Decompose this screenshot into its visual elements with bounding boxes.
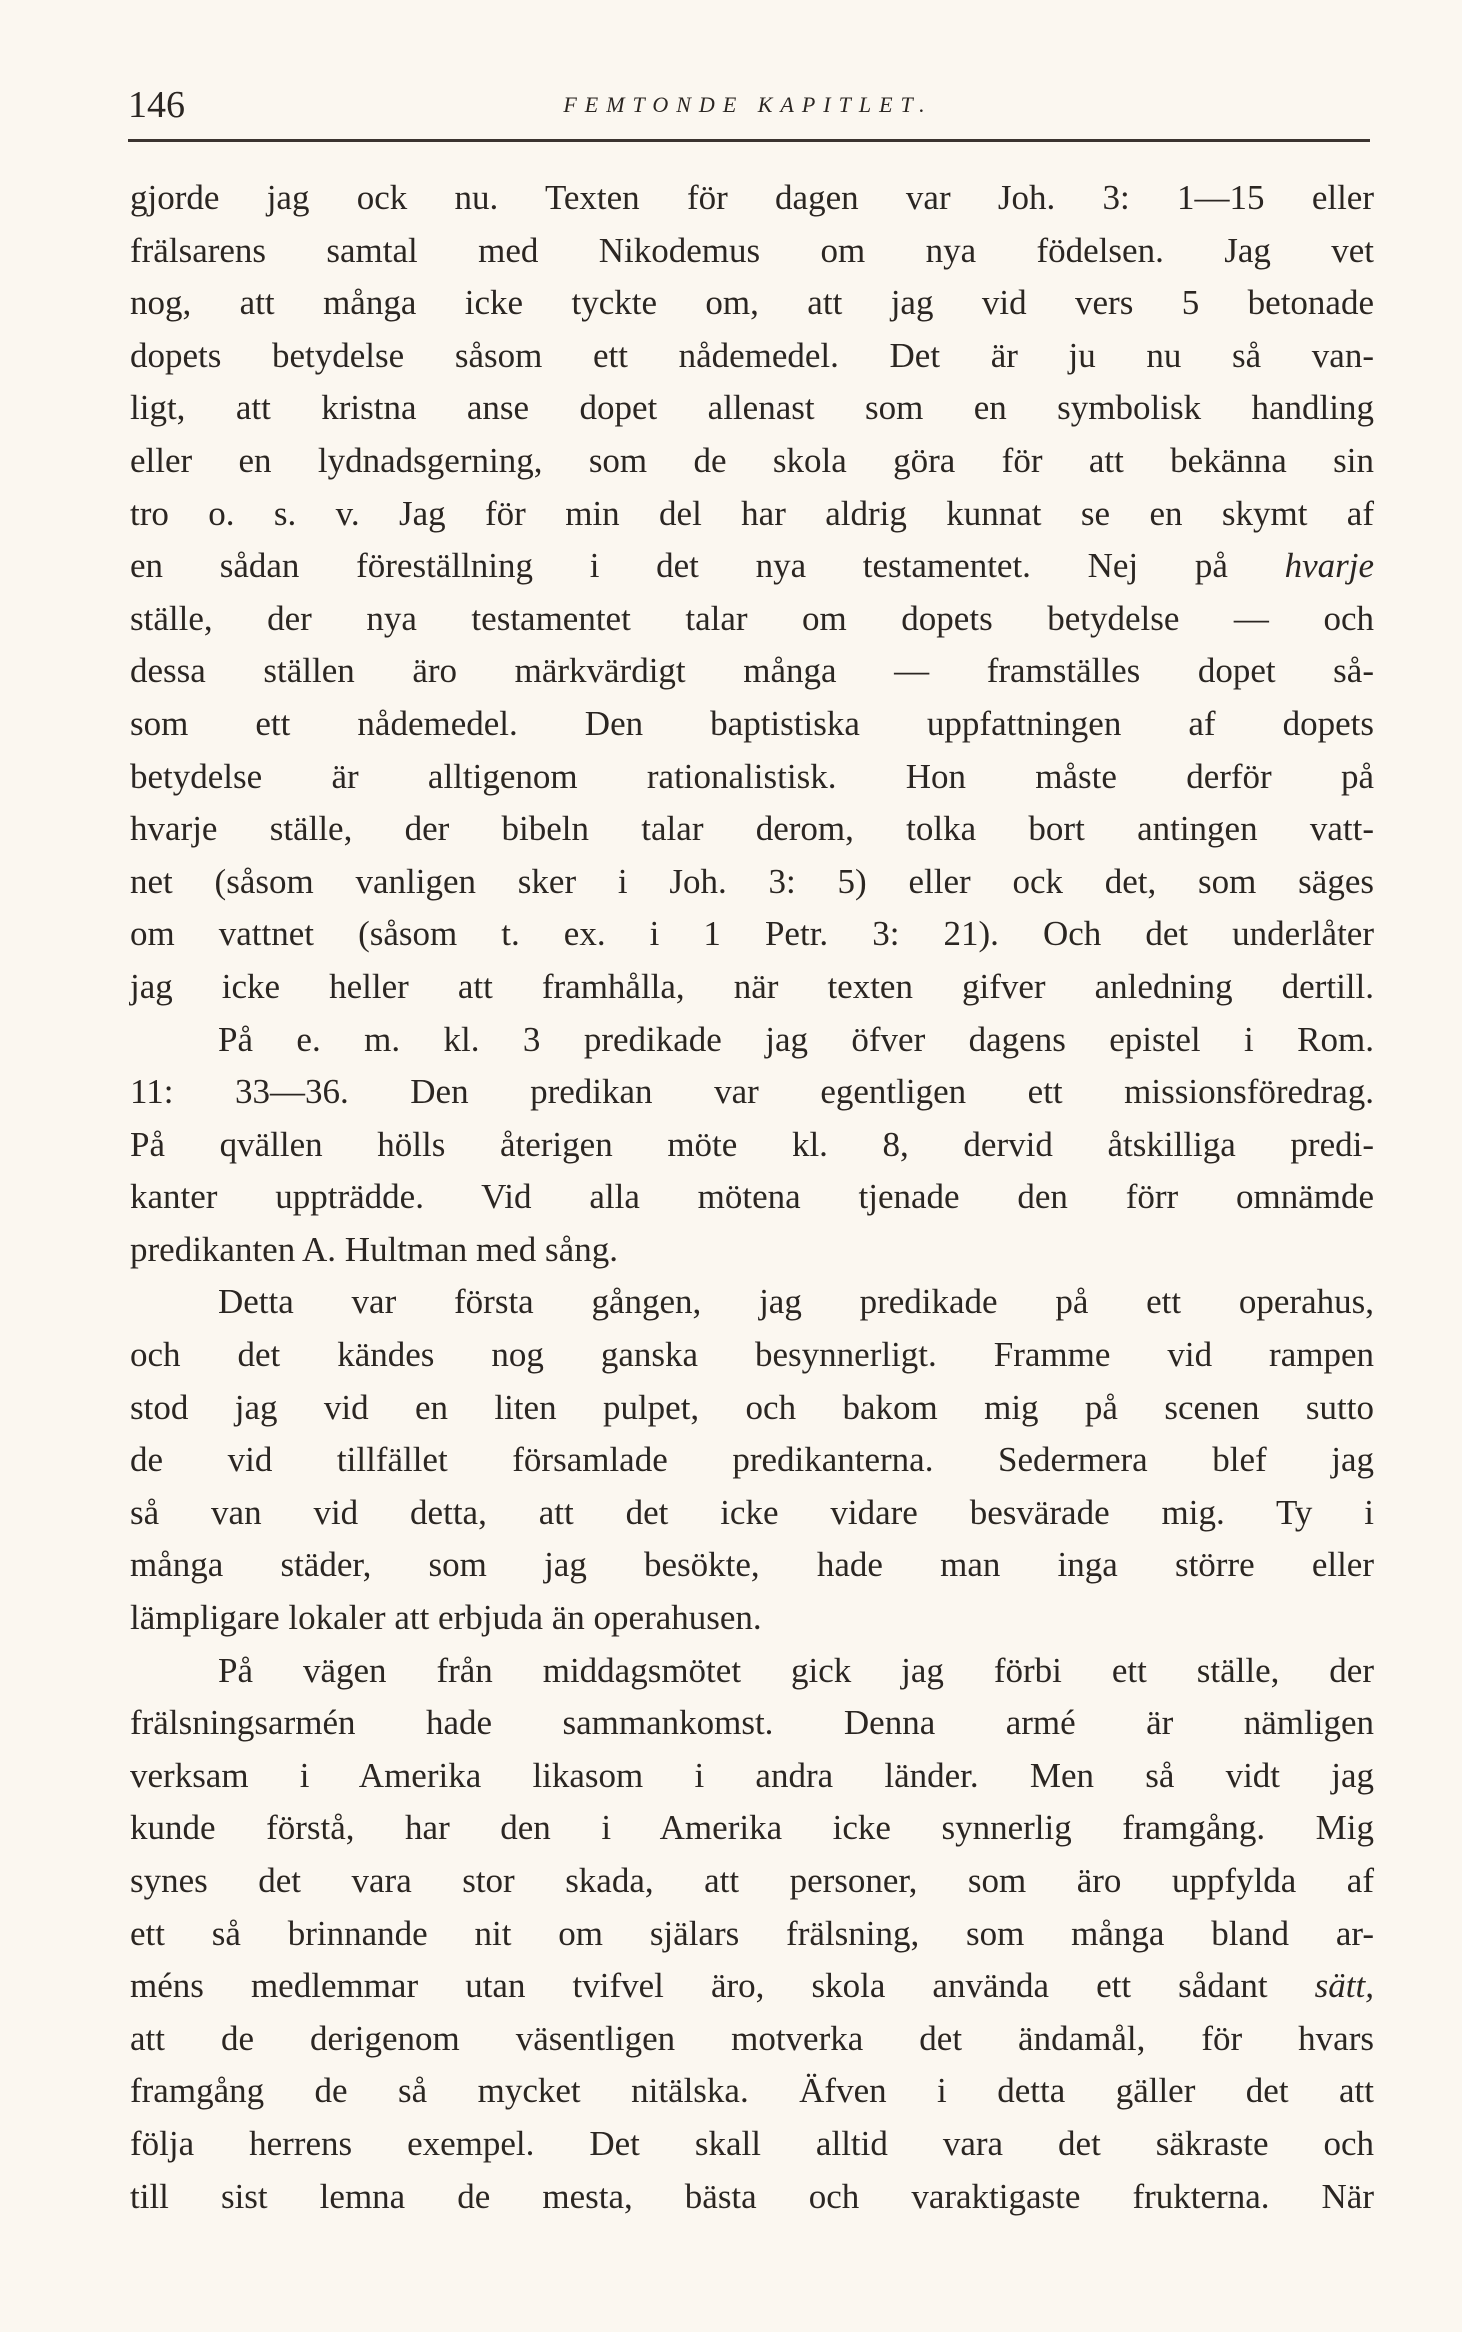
italic-word: hvarje [1284, 546, 1374, 586]
text-line: Detta var första gången, jag predikade på ett operahus, [218, 1282, 1374, 1322]
text-line: betydelse är alltigenom rationalistisk. Hon måste derför på [130, 756, 1374, 796]
text-line: kanter uppträdde. Vid alla mötena tjenade den förr omnämde [130, 1177, 1374, 1217]
text-line: På e. m. kl. 3 predikade jag öfver dagens epistel i Rom. [218, 1019, 1374, 1059]
text-line: 11: 33—36. Den predikan var egentligen ett missionsföredrag. [130, 1072, 1374, 1112]
text-line: framgång de så mycket nitälska. Äfven i detta gäller det att [130, 2071, 1374, 2111]
text-line: net (såsom vanligen sker i Joh. 3: 5) eller ock det, som säges [130, 861, 1374, 901]
text-line: ett så brinnande nit om själars frälsning, som många bland ar- [130, 1913, 1374, 1953]
text-line: synes det vara stor skada, att personer, som äro uppfylda af [130, 1861, 1374, 1900]
text-line: lämpligare lokaler att erbjuda än operahusen. [130, 1598, 762, 1638]
text-line: till sist lemna de mesta, bästa och varaktigaste frukterna. När [130, 2176, 1374, 2216]
text-line: frälsarens samtal med Nikodemus om nya födelsen. Jag vet [130, 230, 1374, 270]
running-title: FEMTONDE KAPITLET. [563, 92, 933, 117]
text-line: jag icke heller att framhålla, när texten gifver anledning dertill. [130, 966, 1374, 1006]
text-line: många städer, som jag besökte, hade man inga större eller [130, 1545, 1374, 1585]
text-line: verksam i Amerika likasom i andra länder. Men så vidt jag [130, 1755, 1374, 1795]
text-line: dopets betydelse såsom ett nådemedel. Det är ju nu så van- [130, 335, 1374, 375]
body-text [130, 172, 1374, 2223]
text-line: följa herrens exempel. Det skall alltid vara det säkraste och [130, 2123, 1374, 2163]
text-line: och det kändes nog ganska besynnerligt. Framme vid rampen [130, 1335, 1374, 1375]
text-line: På vägen från middagsmötet gick jag förbi ett ställe, der [218, 1650, 1374, 1690]
text-line: så van vid detta, att det icke vidare besvärade mig. Ty i [130, 1492, 1374, 1532]
text-line: dessa ställen äro märkvärdigt många — framställes dopet så- [130, 651, 1374, 691]
text-line: kunde förstå, har den i Amerika icke synnerlig framgång. Mig [130, 1808, 1374, 1848]
text-line: tro o. s. v. Jag för min del har aldrig kunnat se en skymt af [130, 493, 1374, 533]
header-rule [128, 139, 1370, 142]
text-line: frälsningsarmén hade sammankomst. Denna armé är nämligen [130, 1703, 1374, 1743]
text-line: ställe, der nya testamentet talar om dopets betydelse — och [130, 598, 1374, 638]
page-header [128, 80, 1368, 130]
page-number: 146 [128, 84, 185, 126]
text-line: en sådan föreställning i det nya testamentet. Nej på hvarje [130, 546, 1374, 586]
text-line: att de derigenom väsentligen motverka det ändamål, för hvars [130, 2018, 1374, 2058]
text-line: hvarje ställe, der bibeln talar derom, tolka bort antingen vatt- [130, 809, 1374, 849]
text-line: méns medlemmar utan tvifvel äro, skola använda ett sådant sätt, [130, 1966, 1374, 2006]
text-line: ligt, att kristna anse dopet allenast som en symbolisk handling [130, 388, 1374, 428]
text-line: stod jag vid en liten pulpet, och bakom mig på scenen sutto [130, 1387, 1374, 1427]
text-line: På qvällen hölls återigen möte kl. 8, dervid åtskilliga predi- [130, 1124, 1374, 1164]
text-line: som ett nådemedel. Den baptistiska uppfattningen af dopets [130, 703, 1374, 743]
text-line: predikanten A. Hultman med sång. [130, 1229, 618, 1269]
text-line: de vid tillfället församlade predikanterna. Sedermera blef jag [130, 1440, 1374, 1480]
italic-word: sätt, [1314, 1966, 1374, 2006]
text-line: nog, att många icke tyckte om, att jag vid vers 5 betonade [130, 283, 1374, 323]
text-line: eller en lydnadsgerning, som de skola göra för att bekänna sin [130, 440, 1374, 480]
text-line: om vattnet (såsom t. ex. i 1 Petr. 3: 21). Och det underlåter [130, 914, 1374, 954]
text-line: gjorde jag ock nu. Texten för dagen var Joh. 3: 1—15 eller [130, 178, 1374, 217]
